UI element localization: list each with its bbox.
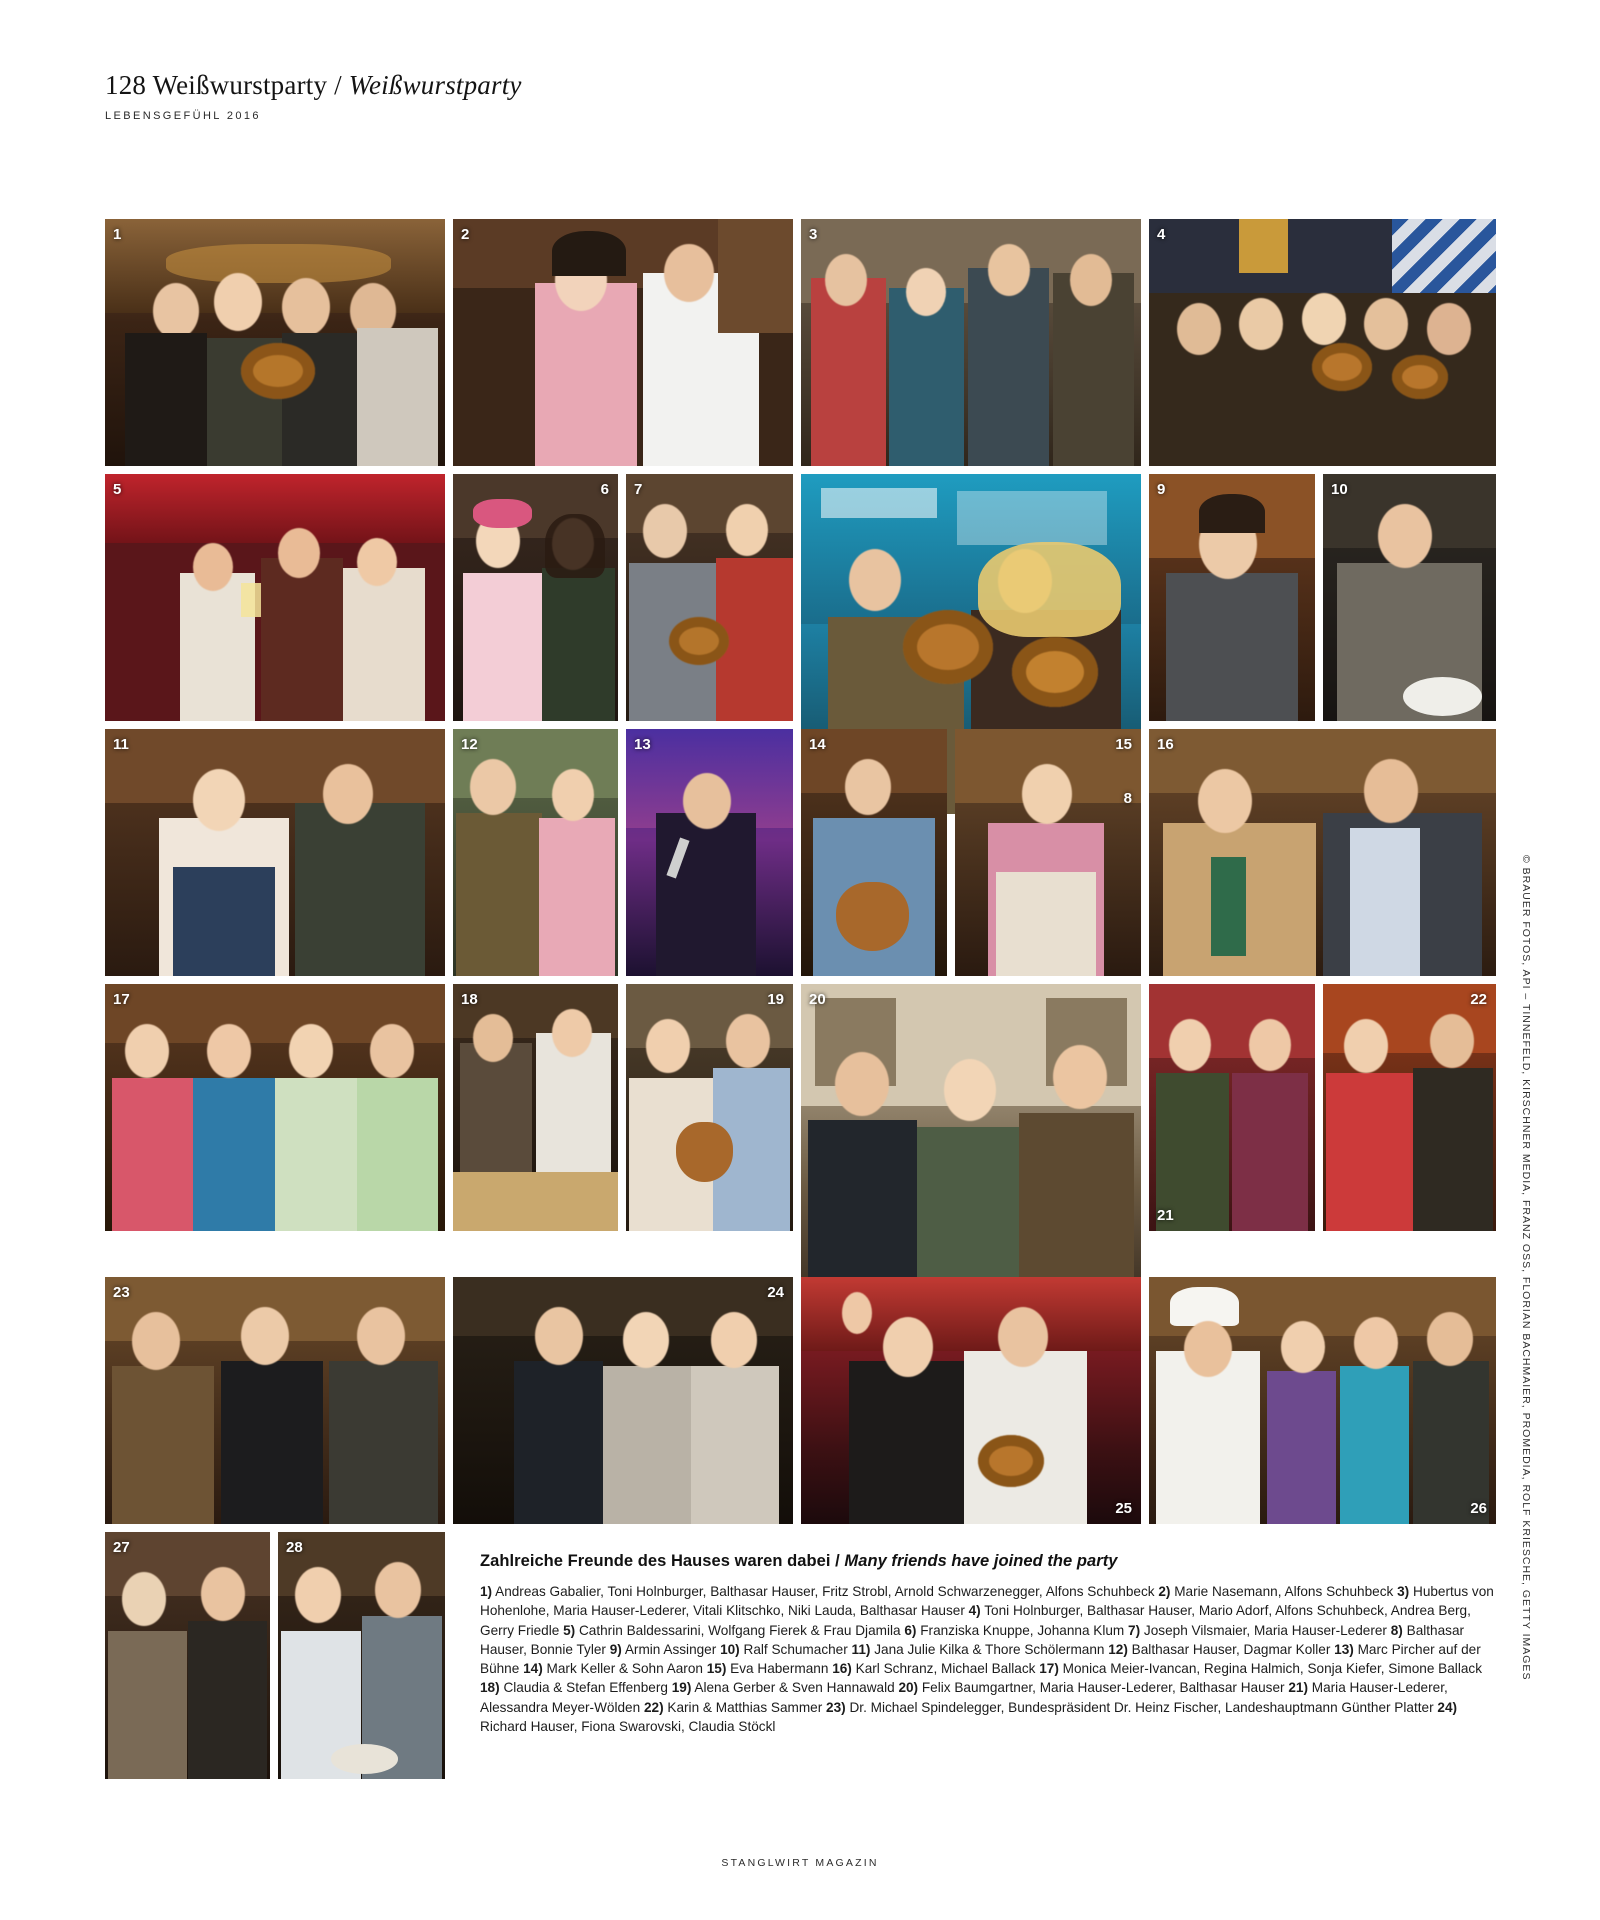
caption-names: Joseph Vilsmaier, Maria Hauser-Lederer [1143, 1622, 1387, 1638]
photo-number: 6 [600, 481, 609, 498]
photo-10-image [1323, 474, 1496, 721]
caption-block [480, 1552, 1500, 1736]
photo-28 [278, 1532, 445, 1779]
photo-21 [1149, 984, 1315, 1231]
photo-number: 16 [1157, 736, 1174, 753]
photo-number: 14 [809, 736, 826, 753]
photo-11-image [105, 729, 445, 976]
photo-13 [626, 729, 793, 976]
caption-names: Monica Meier-Ivancan, Regina Halmich, Sonja Kiefer, Simone Ballack [1062, 1661, 1482, 1677]
caption-names: Jana Julie Kilka & Thore Schölermann [874, 1641, 1105, 1657]
photo-6 [453, 474, 618, 721]
caption-index: 1) [480, 1584, 493, 1599]
caption-index: 14) [523, 1661, 543, 1677]
photo-6-image [453, 474, 618, 721]
caption-index: 13) [1334, 1641, 1354, 1657]
photo-number: 20 [809, 991, 826, 1008]
caption-index: 2) [1158, 1584, 1171, 1599]
caption-index: 8) [1390, 1622, 1403, 1638]
caption-index: 7) [1128, 1622, 1141, 1638]
page-number: 128 [105, 70, 147, 100]
page-header [105, 70, 1005, 122]
caption-names: Franziska Knuppe, Johanna Klum [920, 1622, 1125, 1638]
photo-27-image [105, 1532, 270, 1779]
caption-heading [480, 1552, 1500, 1571]
photo-number: 5 [113, 481, 122, 498]
caption-list [480, 1582, 1500, 1736]
caption-index: 3) [1397, 1584, 1410, 1599]
photo-7 [626, 474, 793, 721]
caption-names: Mark Keller & Sohn Aaron [546, 1661, 703, 1677]
caption-heading-separator: / [830, 1552, 845, 1570]
photo-4-image [1149, 219, 1496, 466]
photo-7-image [626, 474, 793, 721]
photo-number: 23 [113, 1284, 130, 1301]
photo-number: 8 [1123, 790, 1132, 807]
photo-1 [105, 219, 445, 466]
caption-names: Hubertus von Hohenlohe, Maria Hauser-Lederer, Vitali Klitschko, Niki Lauda, Balthasar Hauser [480, 1584, 1494, 1619]
caption-index: 17) [1039, 1661, 1059, 1677]
photo-5-image [105, 474, 445, 721]
photo-3 [801, 219, 1141, 466]
caption-heading-en: Many friends have joined the party [844, 1552, 1118, 1570]
photo-17 [105, 984, 445, 1231]
photo-2-image [453, 219, 793, 466]
caption-names: Eva Habermann [730, 1661, 829, 1677]
page-subtitle: LEBENSGEFÜHL 2016 [105, 110, 261, 122]
photo-15-image [955, 729, 1141, 976]
caption-index: 23) [826, 1699, 846, 1715]
photo-23 [105, 1277, 445, 1524]
caption-index: 15) [706, 1661, 727, 1677]
page-title-de: Weißwurstparty [152, 70, 328, 100]
caption-names: Felix Baumgartner, Maria Hauser-Lederer, Balthasar Hauser [921, 1680, 1285, 1696]
caption-names: Richard Hauser, Fiona Swarovski, Claudia Stöckl [480, 1719, 776, 1735]
photo-12-image [453, 729, 618, 976]
photo-number: 13 [634, 736, 651, 753]
photo-number: 18 [461, 991, 478, 1008]
photo-18 [453, 984, 618, 1231]
caption-names: Cathrin Baldessarini, Wolfgang Fierek & Frau Djamila [578, 1622, 901, 1638]
photo-number: 21 [1157, 1207, 1174, 1224]
photo-15 [955, 729, 1141, 976]
caption-index: 22) [643, 1699, 664, 1715]
photo-18-image [453, 984, 618, 1231]
caption-names: Maria Hauser-Lederer, Alessandra Meyer-Wölden [480, 1680, 1448, 1715]
photo-9 [1149, 474, 1315, 721]
photo-2 [453, 219, 793, 466]
caption-names: Balthasar Hauser, Bonnie Tyler [480, 1622, 1465, 1657]
caption-index: 20) [898, 1680, 919, 1696]
caption-index: 19) [671, 1680, 692, 1696]
photo-grid [105, 219, 1496, 1556]
photo-credit [1520, 855, 1540, 1681]
caption-index: 4) [968, 1603, 981, 1619]
caption-index: 10) [720, 1641, 740, 1657]
caption-index: 11) [851, 1641, 871, 1657]
photo-4 [1149, 219, 1496, 466]
photo-23-image [105, 1277, 445, 1524]
photo-11 [105, 729, 445, 976]
photo-28-image [278, 1532, 445, 1779]
caption-index: 6) [904, 1622, 917, 1638]
photo-16-image [1149, 729, 1496, 976]
caption-index: 18) [480, 1680, 500, 1696]
caption-names: Marc Pircher auf der Bühne [480, 1641, 1481, 1677]
caption-index: 21) [1288, 1680, 1308, 1696]
photo-number: 1 [113, 226, 122, 243]
photo-number: 24 [767, 1284, 784, 1301]
caption-names: Karin & Matthias Sammer [667, 1699, 823, 1715]
photo-24-image [453, 1277, 793, 1524]
caption-names: Armin Assinger [624, 1641, 717, 1657]
photo-number: 7 [634, 481, 643, 498]
caption-names: Balthasar Hauser, Dagmar Koller [1131, 1641, 1331, 1657]
caption-names: Ralf Schumacher [743, 1641, 848, 1657]
caption-index: 24) [1437, 1699, 1458, 1715]
photo-17-image [105, 984, 445, 1231]
page-title-en: Weißwurstparty [348, 70, 522, 100]
caption-index: 9) [609, 1641, 622, 1657]
photo-19-image [626, 984, 793, 1231]
photo-20-image [801, 984, 1141, 1324]
caption-names: Karl Schranz, Michael Ballack [855, 1661, 1036, 1677]
photo-19 [626, 984, 793, 1231]
photo-14-image [801, 729, 947, 976]
photo-9-image [1149, 474, 1315, 721]
photo-10 [1323, 474, 1496, 721]
photo-number: 17 [113, 991, 130, 1008]
photo-number: 11 [113, 736, 129, 753]
photo-number: 25 [1115, 1500, 1132, 1517]
caption-names: Alena Gerber & Sven Hannawald [694, 1680, 895, 1696]
photo-14 [801, 729, 947, 976]
photo-27 [105, 1532, 270, 1779]
photo-26 [1149, 1277, 1496, 1524]
photo-22 [1323, 984, 1496, 1231]
photo-24 [453, 1277, 793, 1524]
caption-heading-de: Zahlreiche Freunde des Hauses waren dabei [480, 1552, 831, 1570]
photo-number: 22 [1470, 991, 1487, 1008]
photo-number: 10 [1331, 481, 1348, 498]
photo-number: 19 [767, 991, 784, 1008]
caption-names: Andreas Gabalier, Toni Holnburger, Balthasar Hauser, Fritz Strobl, Arnold Schwarzenegger, Alfons Schuhbeck [495, 1584, 1155, 1599]
photo-25 [801, 1277, 1141, 1524]
photo-26-image [1149, 1277, 1496, 1524]
photo-number: 12 [461, 736, 478, 753]
caption-names: Toni Holnburger, Balthasar Hauser, Mario Adorf, Alfons Schuhbeck, Andrea Berg, Gerry Friedle [480, 1603, 1471, 1638]
photo-12 [453, 729, 618, 976]
photo-number: 27 [113, 1539, 130, 1556]
photo-number: 28 [286, 1539, 303, 1556]
photo-number: 3 [809, 226, 818, 243]
photo-number: 9 [1157, 481, 1166, 498]
photo-credit-text: © BRAUER FOTOS, API – TINNEFELD, KIRSCHNER MEDIA, FRANZ OSS, FLORIAN BACHMAIER, PROMEDIA, ROLF KRIESCHE, GETTY IMAGES [1520, 855, 1532, 1681]
photo-16 [1149, 729, 1496, 976]
caption-index: 12) [1108, 1641, 1128, 1657]
page-title [105, 70, 1005, 101]
caption-names: Marie Nasemann, Alfons Schuhbeck [1174, 1584, 1394, 1599]
photo-21-image [1149, 984, 1315, 1231]
photo-20 [801, 984, 1141, 1324]
photo-13-image [626, 729, 793, 976]
page-footer: STANGLWIRT MAGAZIN [721, 1857, 879, 1869]
photo-22-image [1323, 984, 1496, 1231]
caption-names: Dr. Michael Spindelegger, Bundespräsident Dr. Heinz Fischer, Landeshauptmann Günther Platter [849, 1699, 1434, 1715]
photo-5 [105, 474, 445, 721]
photo-1-image [105, 219, 445, 466]
photo-number: 15 [1115, 736, 1132, 753]
photo-number: 4 [1157, 226, 1166, 243]
caption-index: 5) [563, 1622, 576, 1638]
caption-index: 16) [832, 1661, 852, 1677]
photo-number: 26 [1470, 1500, 1487, 1517]
photo-25-image [801, 1277, 1141, 1524]
caption-names: Claudia & Stefan Effenberg [503, 1680, 668, 1696]
photo-number: 2 [461, 226, 470, 243]
title-separator: / [327, 70, 349, 100]
photo-3-image [801, 219, 1141, 466]
